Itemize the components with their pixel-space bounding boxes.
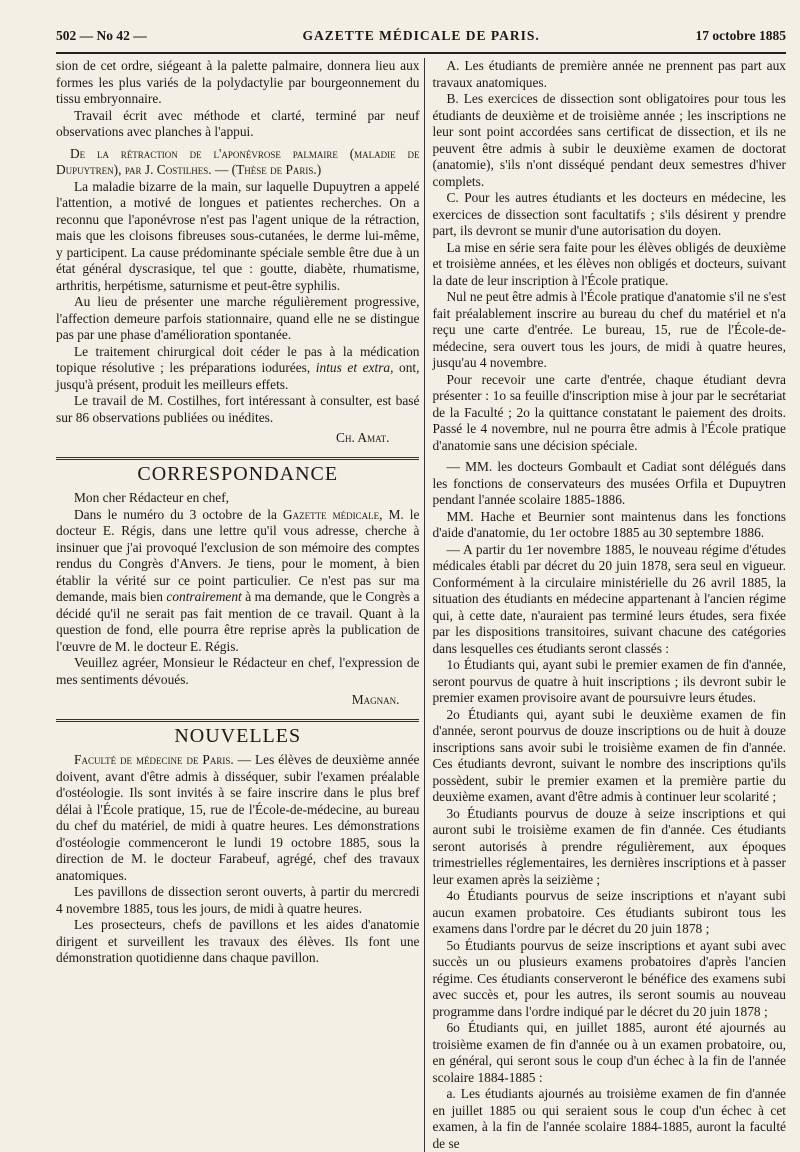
paragraph: Pour recevoir une carte d'entrée, chaque étudiant devra présenter : 1o sa feuille d'inscription mise à jour par le secrétariat de la Faculté ; 2o la quittance constatant le paiement des droits. Passé le 4 novembre, nul ne pourra être admis à l'École pratique d'anatomie sans une décision spéciale. — [432, 371, 786, 453]
paragraph: 1o Étudiants qui, ayant subi le premier examen de fin d'année, seront pourvus de quatre à huit inscriptions ; ils devront subir le premier examen provisoire avant de poursuivre leurs études. — [432, 657, 786, 705]
page-number: 502 — No 42 — — [56, 28, 147, 43]
paragraph: 3o Étudiants pourvus de douze à seize inscriptions et qui auront subi le troisième examen de fin d'année. Ces étudiants seront autorisés à prendre régulièrement, aux époques trimestrielles réglementaires, les dernières inscriptions et à passer leur examen après la seizième ; — [432, 805, 786, 887]
nouvelles-heading: NOUVELLES — [174, 724, 302, 747]
columns — [56, 58, 786, 1152]
page-header — [56, 28, 786, 48]
paragraph: C. Pour les autres étudiants et les docteurs en médecine, les exercices de dissection sont facultatifs ; s'ils désirent y prendre part, ils devront se munir d'une autorisation du doyen. — [432, 190, 786, 238]
paragraph: A. Les étudiants de première année ne prennent pas part aux travaux anatomiques. — [432, 58, 786, 90]
paragraph: Les prosecteurs, chefs de pavillons et les aides d'anatomie dirigent et surveillent les travaux des élèves. Ils font une démonstration quotidienne dans chaque pavillon. — [56, 917, 420, 965]
paragraph: Au lieu de présenter une marche régulièrement progressive, l'affection demeure parfois stationnaire, quand elle ne se distingue pas par une phase d'amélioration spontanée. — [56, 294, 420, 342]
salutation: Mon cher Rédacteur en chef, — [74, 490, 230, 505]
paragraph: Faculté de médecine de Paris. — Les élèves de deuxième année doivent, avant d'être admis à disséquer, subir l'examen préalable d'ostéologie. Ils sont invités à se faire inscrire dans le plus bref délai à l'École pratique, 15, rue de l'École-de-médecine, au bureau du chef du matériel, de midi à quatre heures. Les démonstrations d'ostéologie commenceront le lundi 19 octobre 1885, sous la direction de M. le docteur Farabeuf, agrégé, chef des travaux anatomiques. — [56, 752, 420, 883]
header-rule — [56, 52, 786, 54]
paragraph: Le travail de M. Costilhes, fort intéressant à consulter, est basé sur 86 observations publiées ou inédites. — [56, 393, 420, 425]
paragraph: Le traitement chirurgical doit céder le pas à la médication topique résolutive ; les préparations iodurées, intus et extra, ont, jusqu'à présent, produit les meilleurs effets. — [56, 343, 420, 392]
paragraph: sion de cet ordre, siégeant à la palette palmaire, donnera lieu aux formes les plus variés de la polydactylie par bourgeonnement du tissu embryonnaire. — [56, 58, 420, 106]
paragraph: La maladie bizarre de la main, sur laquelle Dupuytren a appelé l'attention, a motivé de longues et patientes recherches. On a reconnu que l'aponévrose n'est pas l'agent unique de la rétraction, mais que les cloisons fibreuses sous-cutanées, le derme lui-même, y participent. La cause prédominante spéciale semble être due à un état général dyscrasique, tel que : goutte, diabète, rhumatisme, arthritis, herpétisme, saturnisme et peut-être syphilis. — [56, 178, 420, 293]
paragraph: B. Les exercices de dissection sont obligatoires pour tous les étudiants de deuxième et de troisième année ; les inscriptions ne leur sont point accordées sans certificat de dissection, et ils ne peuvent être admis à subir le deuxième examen de doctorat (anatomie), s'ils n'ont disséqué pendant deux semestres d'hiver complets. — [432, 91, 786, 189]
paragraph: Travail écrit avec méthode et clarté, terminé par neuf observations avec planches à l'appui. — [56, 107, 420, 139]
section-divider — [56, 719, 419, 722]
signature-amat: Ch. Amat. — [336, 430, 390, 445]
paragraph: Dans le numéro du 3 octobre de la Gazette médicale, M. le docteur E. Régis, dans une lettre qu'il vous adresse, cherche à insinuer que j'ai provoqué l'exclusion de son mémoire des comptes rendus du Congrès d'Anvers. Je tiens, pour le moment, à bien établir la vérité sur ce point particulier. Ce n'est pas sur ma demande, mais bien contrairement à ma demande, que le Congrès a décidé qu'il ne serait pas fait mention de ce travail. Quant à la question de fond, elle pourra être reprise après la publication de l'œuvre de M. le docteur E. Régis. — [56, 506, 420, 654]
signature-magnan: Magnan. — [351, 692, 400, 707]
thesis-title: De la rétraction de l'aponévrose palmaire (maladie de Dupuytren), par J. Costilhes. — (Thèse de Paris.) — [56, 145, 420, 177]
section-divider — [56, 457, 419, 460]
correspondance-heading: CORRESPONDANCE — [137, 462, 339, 485]
left-column — [56, 58, 424, 1152]
paragraph: La mise en série sera faite pour les élèves obligés de deuxième et troisième années, et les élèves non obligés et docteurs, suivant la date de leur inscription à l'École pratique. — [432, 239, 786, 288]
paragraph: 5o Étudiants pourvus de seize inscriptions et ayant subi avec succès un ou plusieurs examens probatoires d'après l'ancien régime. Ces étudiants conserveront le bénéfice des examens subi avec succès et, pour les autres, ils seront soumis au nouveau programme dans l'ordre indiqué par le décret du 20 juin 1878 ; — [432, 937, 786, 1019]
paragraph: — A partir du 1er novembre 1885, le nouveau régime d'études médicales établi par décret du 20 juin 1878, sera seul en vigueur. Conformément à la circulaire ministérielle du 26 avril 1885, la situation des étudiants en médecine appartenant à l'ancien régime qui, à cette date, n'auraient pas terminé leurs études, sera fixée par les dispositions transitoires, suivant chacune des catégories dans lesquelles ces étudiants seront classés : — [432, 541, 786, 656]
journal-title: GAZETTE MÉDICALE DE PARIS. — [302, 28, 540, 43]
paragraph: 4o Étudiants pourvus de seize inscriptions et n'ayant subi aucun examen probatoire. Ces étudiants subiront tous les examens dans l'ordre par le décret du 20 juin 1878 ; — [432, 888, 786, 936]
right-column — [425, 58, 786, 1152]
paragraph: 6o Étudiants qui, en juillet 1885, auront été ajournés au troisième examen de fin d'année ou à un examen probatoire, ou, en général, qui seront sous le coup d'un échec à la fin de l'année scolaire 1884-1885 : — [432, 1020, 786, 1085]
paragraph: Les pavillons de dissection seront ouverts, à partir du mercredi 4 novembre 1885, tous les jours, de midi à quatre heures. — [56, 884, 420, 916]
issue-date: 17 octobre 1885 — [695, 28, 786, 43]
paragraph: Nul ne peut être admis à l'École pratique d'anatomie s'il ne s'est fait préalablement inscrire au bureau du chef du matériel et n'a reçu une carte d'entrée. Le bureau, 15, rue de l'École-de-médecine, sera ouvert tous les jours, de midi à quatre heures, jusqu'au 4 novembre. — [432, 289, 786, 370]
paragraph: MM. Hache et Beurnier sont maintenus dans les fonctions d'aide d'anatomie, du 1er octobre 1885 au 30 septembre 1886. — [432, 508, 786, 540]
paragraph: — MM. les docteurs Gombault et Cadiat sont délégués dans les fonctions de conservateurs des musées Orfila et Dupuytren pendant l'année scolaire 1885-1886. — [432, 459, 786, 507]
paragraph: a. Les étudiants ajournés au troisième examen de fin d'année en juillet 1885 ou qui seraient sous le coup d'un échec à cet examen, à la fin de l'année scolaire 1884-1885, auront la faculté de se — [432, 1086, 786, 1151]
paragraph: 2o Étudiants qui, ayant subi le deuxième examen de fin d'année, seront pourvus de douze inscriptions ou de huit à douze inscriptions sans avoir subi le troisième examen de fin d'année. Ces étudiants devront, suivant le nombre des inscriptions qu'ils possèdent, subir le premier examen et la première partie du deuxième examen, avant d'être admis à continuer leur scolarité ; — [432, 706, 786, 804]
paragraph: Veuillez agréer, Monsieur le Rédacteur en chef, l'expression de mes sentiments dévoués. — [56, 655, 420, 687]
